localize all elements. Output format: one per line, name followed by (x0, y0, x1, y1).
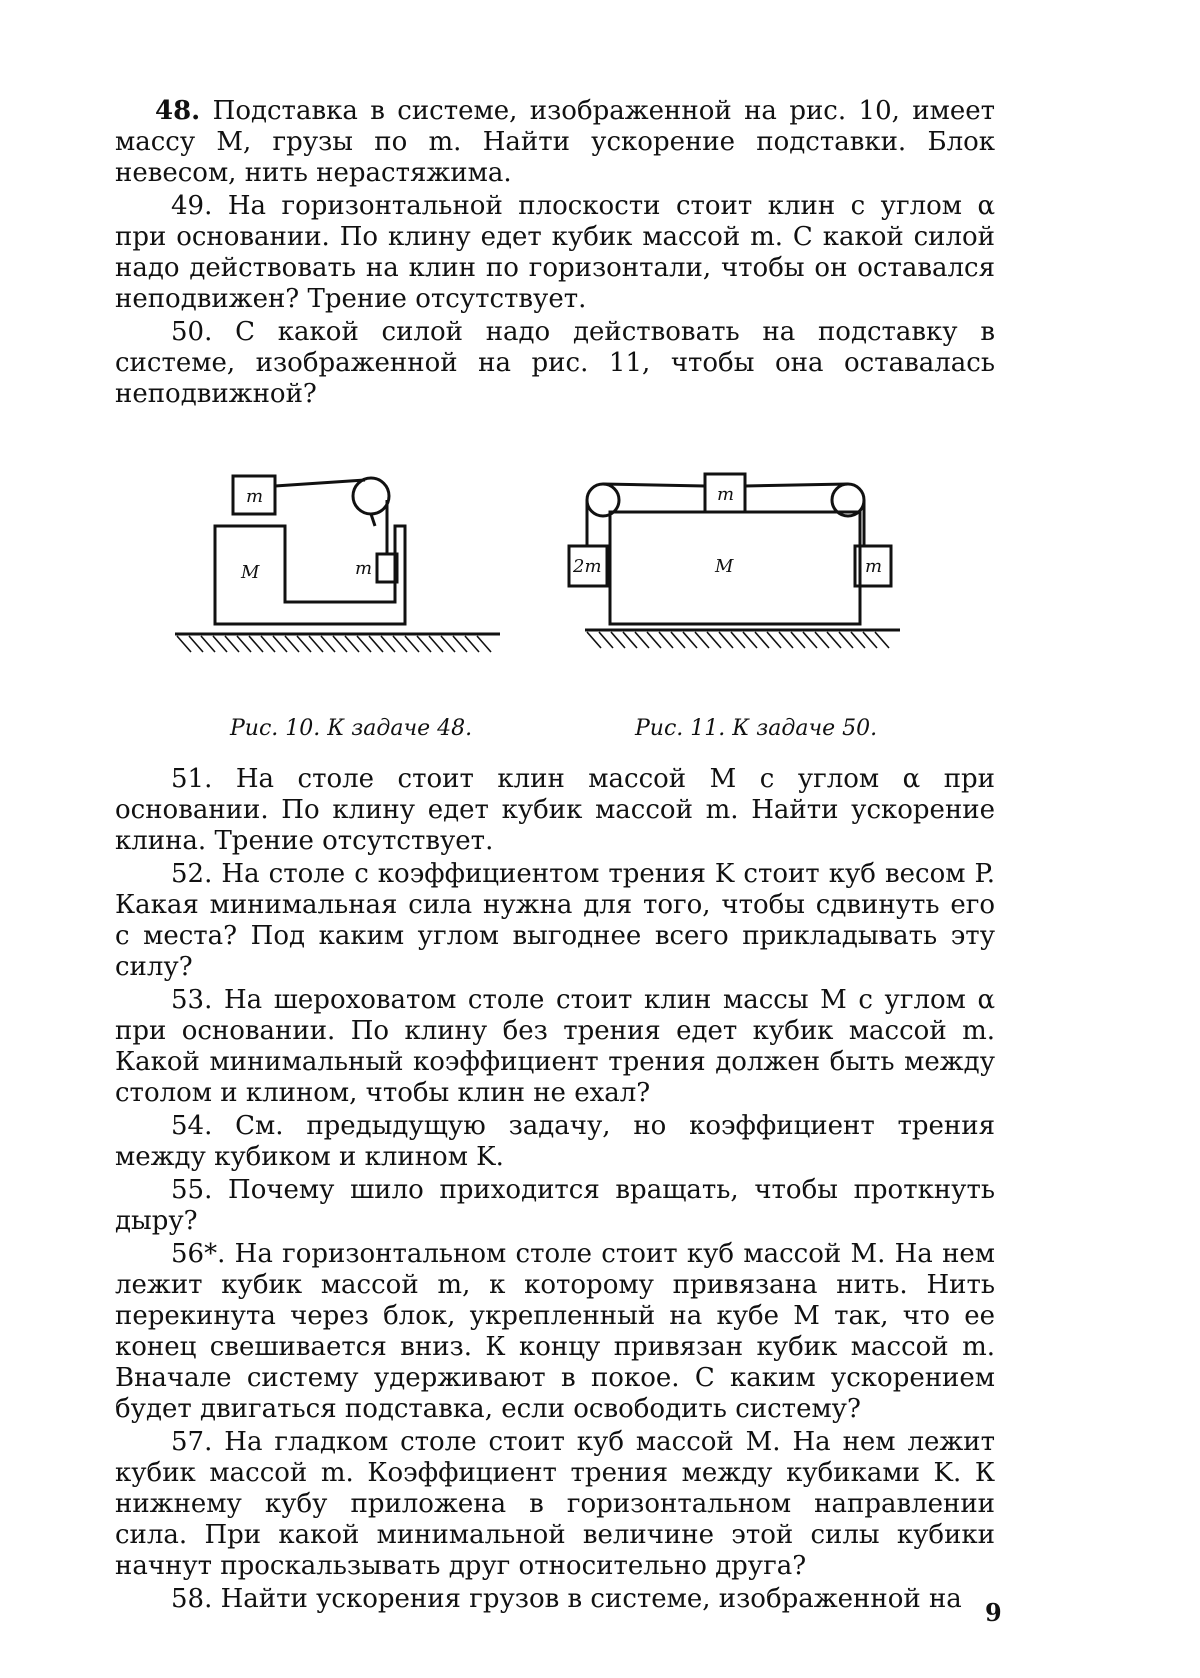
textbook-page (115, 96, 995, 1617)
problem-52 (115, 859, 995, 983)
problem-48 (115, 96, 995, 189)
problem-text: На шероховатом столе стоит клин массы M с углом α при основании. По клину без трения едет кубик массой m. Какой минимальный коэффициент трения должен быть между столом и клином, чтобы клин не ехал? (115, 985, 995, 1108)
problem-50 (115, 317, 995, 410)
problem-text: См. предыдущую задачу, но коэффициент трения между кубиком и клином K. (115, 1111, 995, 1172)
fig11-label-left-mass: 2m (573, 556, 602, 577)
fig11-pulley-left-icon (587, 484, 619, 516)
figures-block (115, 434, 995, 764)
problem-text: Почему шило приходится вращать, чтобы проткнуть дыру? (115, 1175, 996, 1236)
fig11-label-stand: M (715, 556, 734, 577)
fig10-caption: Рис. 10. К задаче 48. (230, 716, 473, 741)
problem-58 (115, 1584, 995, 1615)
fig11-caption: Рис. 11. К задаче 50. (635, 716, 878, 741)
problem-number: 54. (171, 1111, 213, 1141)
problem-55 (115, 1175, 995, 1237)
problem-text: С какой силой надо действовать на подставку в системе, изображенной на рис. 11, чтобы она оставалась неподвижной? (115, 317, 996, 409)
problem-number: 56*. (171, 1239, 226, 1269)
problem-number: 52. (171, 859, 213, 889)
problem-57 (115, 1427, 995, 1582)
fig10-label-hang-mass: m (355, 558, 373, 579)
problem-number: 50. (171, 317, 213, 347)
problem-text: На горизонтальном столе стоит куб массой M. На нем лежит кубик массой m, к которому привязана нить. Нить перекинута через блок, укрепленный на кубе M так, что ее конец свешивается вниз. К концу привязан кубик массой m. Вначале систему удерживают в покое. С каким ускорением будет двигаться подставка, если освободить систему? (115, 1239, 996, 1424)
problem-text: На горизонтальной плоскости стоит клин с углом α при основании. По клину едет кубик массой m. С какой силой надо действовать на клин по горизонтали, чтобы он оставался неподвижен? Трение отсутствует. (115, 191, 996, 314)
problem-text: На столе с коэффициентом трения K стоит куб весом P. Какая минимальная сила нужна для того, чтобы сдвинуть его с места? Под каким углом выгоднее всего прикладывать эту силу? (115, 859, 996, 982)
problem-number: 57. (171, 1427, 213, 1457)
fig11-label-right-mass: m (865, 556, 883, 577)
problem-text: На столе стоит клин массой M с углом α при основании. По клину едет кубик массой m. Найти ускорение клина. Трение отсутствует. (115, 764, 996, 856)
problem-text: Подставка в системе, изображенной на рис. 10, имеет массу M, грузы по m. Найти ускорение подставки. Блок невесом, нить нерастяжима. (115, 96, 996, 188)
problem-53 (115, 985, 995, 1109)
figures-drawing (115, 434, 995, 714)
problem-number: 55. (171, 1175, 213, 1205)
problem-text: Найти ускорения грузов в системе, изображенной на (220, 1584, 962, 1614)
problem-number: 49. (171, 191, 213, 221)
fig11-stand-shape (610, 512, 860, 624)
problem-56 (115, 1239, 995, 1425)
page-number: 9 (985, 1598, 1002, 1627)
problem-54 (115, 1111, 995, 1173)
problem-49 (115, 191, 995, 315)
problem-number: 48. (155, 96, 201, 126)
problem-51 (115, 764, 995, 857)
problem-number: 53. (171, 985, 213, 1015)
fig10-label-stand: M (241, 562, 260, 583)
problem-number: 51. (171, 764, 213, 794)
problem-number: 58. (171, 1584, 213, 1614)
fig11-label-top-mass: m (717, 484, 735, 505)
problem-text: На гладком столе стоит куб массой M. На нем лежит кубик массой m. Коэффициент трения между кубиками K. К нижнему кубу приложена в горизонтальном направлении сила. При какой минимальной величине этой силы кубики начнут проскальзывать друг относительно друга? (115, 1427, 995, 1581)
fig10-pulley-icon (353, 478, 389, 514)
fig10-label-top-mass: m (246, 486, 264, 507)
